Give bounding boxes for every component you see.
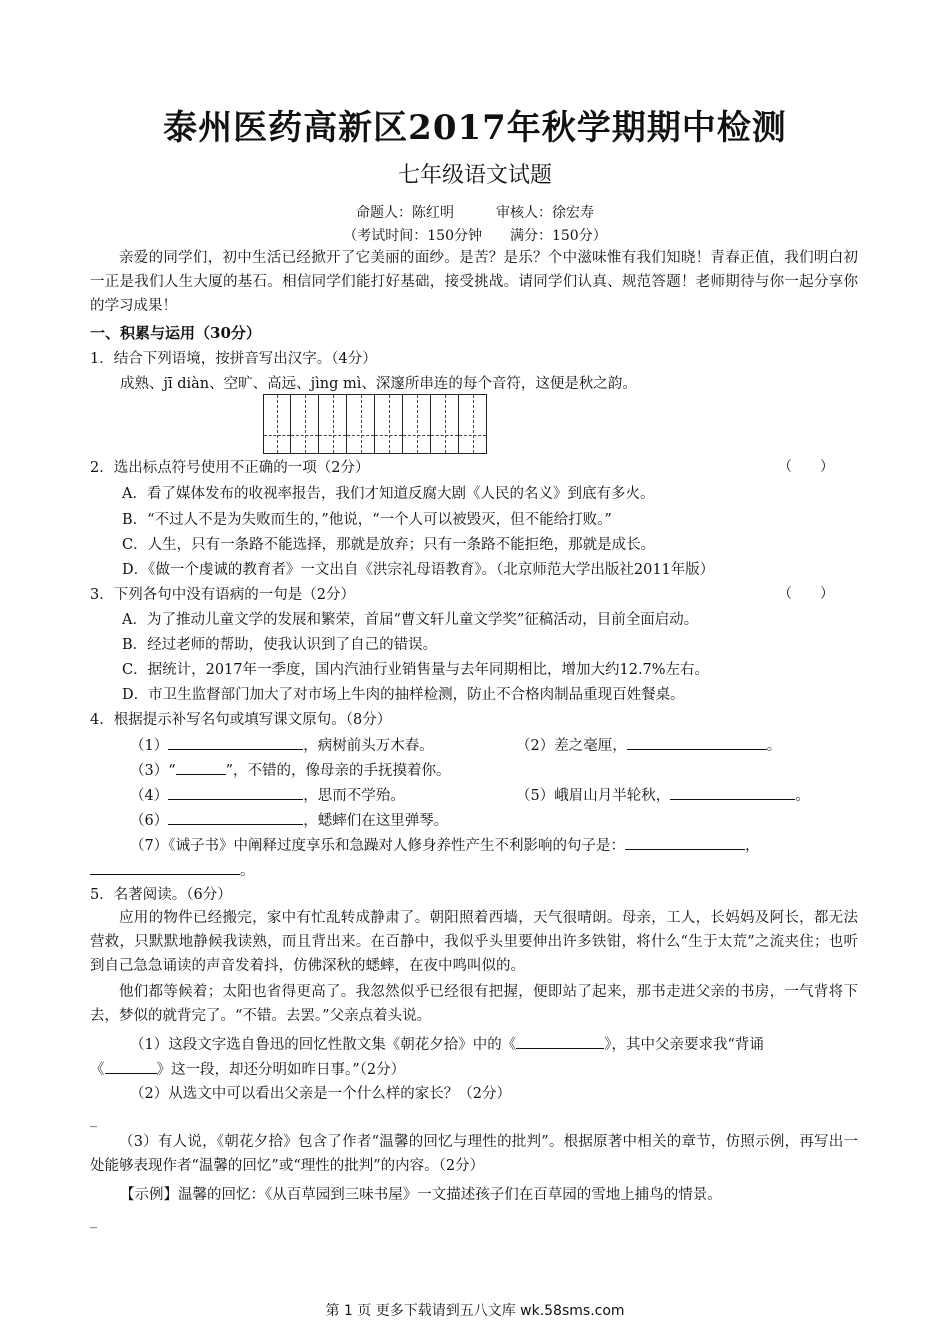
exam-info: （考试时间：150分钟 满分：150分） bbox=[343, 228, 607, 244]
answer-blank[interactable] bbox=[168, 783, 303, 800]
grid-cell[interactable] bbox=[291, 394, 319, 454]
q3-answer-paren[interactable]: （ ） bbox=[778, 586, 834, 602]
grid-cell[interactable] bbox=[263, 394, 291, 454]
grid-cell[interactable] bbox=[319, 394, 347, 454]
q5-example: 【示例】温馨的回忆：《从百草园到三味书屋》一文描述孩子们在百草园的雪地上捕鸟的情景。 bbox=[120, 1187, 722, 1203]
answer-line[interactable]: _ bbox=[90, 1213, 97, 1229]
q1-context: 成熟、jī diàn、空旷、高远、jìng mì、深邃所串连的每个音符，这便是秋之韵。 bbox=[120, 376, 637, 392]
authors-line: 命题人：陈红明 审核人：徐宏寿 bbox=[356, 205, 594, 221]
grid-cell[interactable] bbox=[375, 394, 403, 454]
answer-blank[interactable] bbox=[670, 783, 795, 800]
page-subtitle: 七年级语文试题 bbox=[397, 163, 552, 188]
page-title: 泰州医药高新区2017年秋学期期中检测 bbox=[163, 108, 787, 148]
answer-blank[interactable] bbox=[105, 1057, 157, 1074]
q3-option-b: B．经过老师的帮助，使我认识到了自己的错误。 bbox=[122, 637, 438, 653]
q2-option-b: B．“不过人不是为失败而生的，”他说，“一个人可以被毁灭，但不能给打败。” bbox=[122, 512, 612, 528]
grid-cell[interactable] bbox=[459, 394, 487, 454]
q4-stem: 4．根据提示补写名句或填写课文原句。（8分） bbox=[90, 712, 392, 728]
q5-stem: 5．名著阅读。（6分） bbox=[90, 887, 232, 903]
q4-item-3: （3）“ ”，不错的，像母亲的手抚摸着你。 bbox=[130, 758, 451, 780]
answer-line[interactable]: _ bbox=[90, 1112, 97, 1128]
q2-stem: 2．选出标点符号使用不正确的一项（2分） bbox=[90, 460, 370, 476]
q1-stem: 1．结合下列语境，按拼音写出汉字。（4分） bbox=[90, 351, 377, 367]
reading-passage-2: 他们都等候着；太阳也省得更高了。我忽然似乎已经很有把握，便即站了起来，那书走进父亲的书房，一气背将下去，梦似的就背完了。“不错。去罢。”父亲点着头说。 bbox=[90, 984, 858, 1024]
answer-blank[interactable] bbox=[516, 1032, 604, 1049]
q2-option-c: C．人生，只有一条路不能选择，那就是放弃；只有一条路不能拒绝，那就是成长。 bbox=[122, 537, 656, 553]
answer-blank[interactable] bbox=[168, 808, 303, 825]
section-heading: 一、积累与运用（30分） bbox=[90, 324, 261, 342]
page-footer: 第 1 页 更多下载请到五八文库 wk.58sms.com bbox=[325, 1303, 625, 1319]
q3-option-d: D．市卫生监督部门加大了对市场上牛肉的抽样检测，防止不合格肉制品重现百姓餐桌。 bbox=[122, 687, 685, 703]
q5-sub2: （2）从选文中可以看出父亲是一个什么样的家长？（2分） bbox=[130, 1086, 511, 1102]
q4-item-5: （5）峨眉山月半轮秋， 。 bbox=[516, 783, 810, 805]
intro-paragraph: 亲爱的同学们，初中生活已经掀开了它美丽的面纱。是苦？是乐？个中滋味惟有我们知晓！青春正值，我们明白初一正是我们人生大厦的基石。相信同学们能打好基础，接受挑战。请同学们认真、规范答题！老师期待与你一起分享你的学习成果！ bbox=[90, 250, 858, 314]
answer-blank[interactable] bbox=[625, 833, 745, 850]
q4-item-6: （6） ，蟋蟀们在这里弹琴。 bbox=[130, 808, 448, 830]
q5-sub3: （3）有人说，《朝花夕拾》包含了作者“温馨的回忆与理性的批判”。根据原著中相关的章节，仿照示例，再写出一处能够表现作者“温馨的回忆”或“理性的批判”的内容。（2分） bbox=[90, 1134, 858, 1174]
answer-blank[interactable] bbox=[627, 733, 767, 750]
q5-sub1-line2: 《 》这一段，却还分明如昨日事。”（2分） bbox=[90, 1057, 405, 1079]
q3-stem: 3．下列各句中没有语病的一句是（2分） bbox=[90, 587, 355, 603]
reading-passage-1: 应用的物件已经搬完，家中有忙乱转成静肃了。朝阳照着西墙，天气很晴朗。母亲，工人，长妈妈及阿长，都无法营救，只默默地静候我读熟，而且背出来。在百静中，我似乎头里要伸出许多铁钳，将什么“生于太荒”之流夹住；也听到自己急急诵读的声音发着抖，仿佛深秋的蟋蟀，在夜中鸣叫似的。 bbox=[90, 910, 858, 974]
q3-option-c: C．据统计，2017年一季度，国内汽油行业销售量与去年同期相比，增加大约12.7%左右。 bbox=[122, 662, 710, 678]
answer-blank[interactable] bbox=[90, 858, 240, 875]
answer-blank[interactable] bbox=[168, 733, 303, 750]
answer-blank[interactable] bbox=[176, 758, 226, 775]
q4-item-4: （4） ，思而不学殆。 bbox=[130, 783, 405, 805]
grid-cell[interactable] bbox=[403, 394, 431, 454]
q2-answer-paren[interactable]: （ ） bbox=[778, 459, 834, 475]
q4-item-1: （1） ，病树前头万木春。 bbox=[130, 733, 434, 755]
q2-option-d: D．《做一个虔诚的教育者》一文出自《洪宗礼母语教育》。（北京师范大学出版社2011年版） bbox=[122, 562, 715, 578]
q5-sub1-line1: （1）这段文字选自鲁迅的回忆性散文集《朝花夕拾》中的《 》，其中父亲要求我“背诵 bbox=[130, 1032, 764, 1054]
q4-item-7-cont: 。 bbox=[90, 858, 255, 880]
q2-option-a: A．看了媒体发布的收视率报告，我们才知道反腐大剧《人民的名义》到底有多火。 bbox=[122, 486, 655, 502]
grid-cell[interactable] bbox=[347, 394, 375, 454]
q4-item-7: （7）《诫子书》中阐释过度享乐和急躁对人修身养性产生不利影响的句子是： ， bbox=[130, 833, 759, 855]
q3-option-a: A．为了推动儿童文学的发展和繁荣，首届“曹文轩儿童文学奖”征稿活动，目前全面启动。 bbox=[122, 612, 699, 628]
pinyin-writing-grid[interactable] bbox=[263, 394, 487, 454]
grid-cell[interactable] bbox=[431, 394, 459, 454]
q4-item-2: （2）差之毫厘， 。 bbox=[516, 733, 781, 755]
